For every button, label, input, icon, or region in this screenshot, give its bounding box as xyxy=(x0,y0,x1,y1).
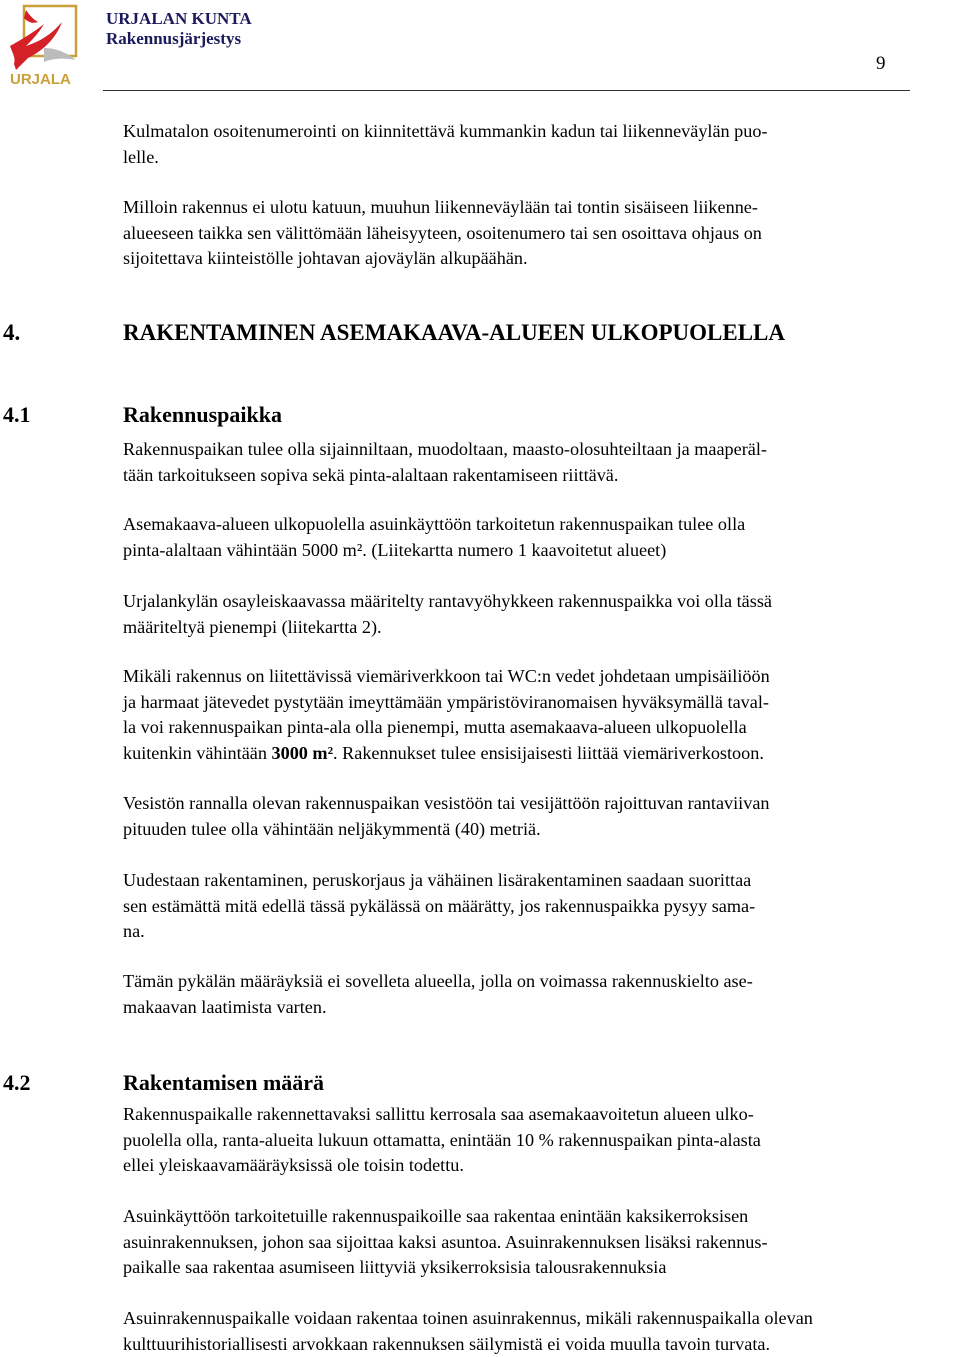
svg-text:URJALA: URJALA xyxy=(10,71,71,88)
section-4-1-paragraph-6: Uudestaan rakentaminen, peruskorjaus ja vähäinen lisärakentaminen saadaan suorittaa sen estämättä mitä edellä tässä pykälässä on määrätty, jos rakennuspaikka pysyy sama- na. xyxy=(123,870,756,942)
document-title: Rakennusjärjestys xyxy=(106,29,242,48)
section-4-1-paragraph-2: Asemakaava-alueen ulkopuolella asuinkäyttöön tarkoitetun rakennuspaikan tulee olla pinta-alaltaan vähintään 5000 m². (Liitekartta numero 1 kaavoitetut alueet) xyxy=(123,514,746,560)
header-org-block xyxy=(106,9,252,49)
section-4-2-paragraph-2: Asuinkäyttöön tarkoitetuille rakennuspaikoille saa rakentaa enintään kaksikerroksisen asuinrakennuksen, johon saa sijoittaa kaksi asuntoa. Asuinrakennuksen lisäksi rakennus- paikalle saa rakentaa asumiseen liittyviä yksikerroksisia talousrakennuksia xyxy=(123,1206,768,1278)
section-4-2-paragraph-1: Rakennuspaikalle rakennettavaksi sallittu kerrosala saa asemakaavoitetun alueen ulko- puolella olla, ranta-alueita lukuun ottamatta, enintään 10 % rakennuspaikan pinta-alasta ellei yleiskaavamääräyksissä ole toisin todettu. xyxy=(123,1104,761,1176)
chapter-title: RAKENTAMINEN ASEMAKAAVA-ALUEEN ULKOPUOLELLA xyxy=(123,320,785,345)
section-4-1-title: Rakennuspaikka xyxy=(123,402,282,427)
intro-paragraph-2: Milloin rakennus ei ulotu katuun, muuhun liikenneväylään tai tontin sisäiseen liikenne- alueeseen taikka sen välittömään läheisyyteen, osoitenumero tai sen osoittava ohjaus on sijoitettava kiinteistölle johtavan ajoväylän alkupäähän. xyxy=(123,197,762,269)
section-4-2-title: Rakentamisen määrä xyxy=(123,1070,325,1095)
chapter-number: 4. xyxy=(3,320,21,345)
section-4-1-paragraph-7: Tämän pykälän määräyksiä ei sovelleta alueella, jolla on voimassa rakennuskielto ase- makaavan laatimista varten. xyxy=(123,971,753,1017)
section-4-2-paragraph-3: Asuinrakennuspaikalle voidaan rakentaa toinen asuinrakennus, mikäli rakennuspaikalla olevan kulttuurihistoriallisesti arvokkaan rakennuksen säilymistä ei voida muulla tavoin turvata. xyxy=(123,1308,813,1354)
section-4-1-paragraph-1: Rakennuspaikan tulee olla sijainniltaan, muodoltaan, maasto-olosuhteiltaan ja maaperäl- tään tarkoitukseen sopiva sekä pinta-alaltaan rakentamiseen riittävä. xyxy=(123,439,767,485)
section-4-1-paragraph-4: Mikäli rakennus on liitettävissä viemäriverkkoon tai WC:n vedet johdetaan umpisäiliöön ja harmaat jätevedet pystytään imeyttämään ympäristöviranomaisen hyväksymällä taval- la voi rakennuspaikan pinta-ala olla pienempi, mutta asemakaava-alueen ulkopuolella kuitenkin vähintään 3000 m². Rakennukset tulee ensisijaisesti liittää viemäriverkostoon. xyxy=(123,664,770,767)
section-4-2-number: 4.2 xyxy=(3,1070,31,1095)
header-divider xyxy=(103,90,910,91)
page-number: 9 xyxy=(876,53,886,74)
intro-paragraph-1: Kulmatalon osoitenumerointi on kiinnitettävä kummankin kadun tai liikenneväylän puo- lelle. xyxy=(123,121,768,167)
section-4-1-paragraph-3: Urjalankylän osayleiskaavassa määritelty rantavyöhykkeen rakennuspaikka voi olla tässä määriteltyä pienempi (liitekartta 2). xyxy=(123,591,772,637)
section-4-1-number: 4.1 xyxy=(3,402,31,427)
urjala-logo-icon xyxy=(4,2,80,88)
section-4-1-paragraph-5: Vesistön rannalla olevan rakennuspaikan vesistöön tai vesijättöön rajoittuvan rantaviivan pituuden tulee olla vähintään neljäkymmentä (40) metriä. xyxy=(123,793,770,839)
paragraph-4-last-line: kuitenkin vähintään 3000 m². Rakennukset tulee ensisijaisesti liittää viemäriverkostoon. xyxy=(123,743,764,764)
org-name: URJALAN KUNTA xyxy=(106,9,252,28)
minimum-area-value: 3000 m² xyxy=(271,743,334,764)
page-header xyxy=(0,0,960,92)
